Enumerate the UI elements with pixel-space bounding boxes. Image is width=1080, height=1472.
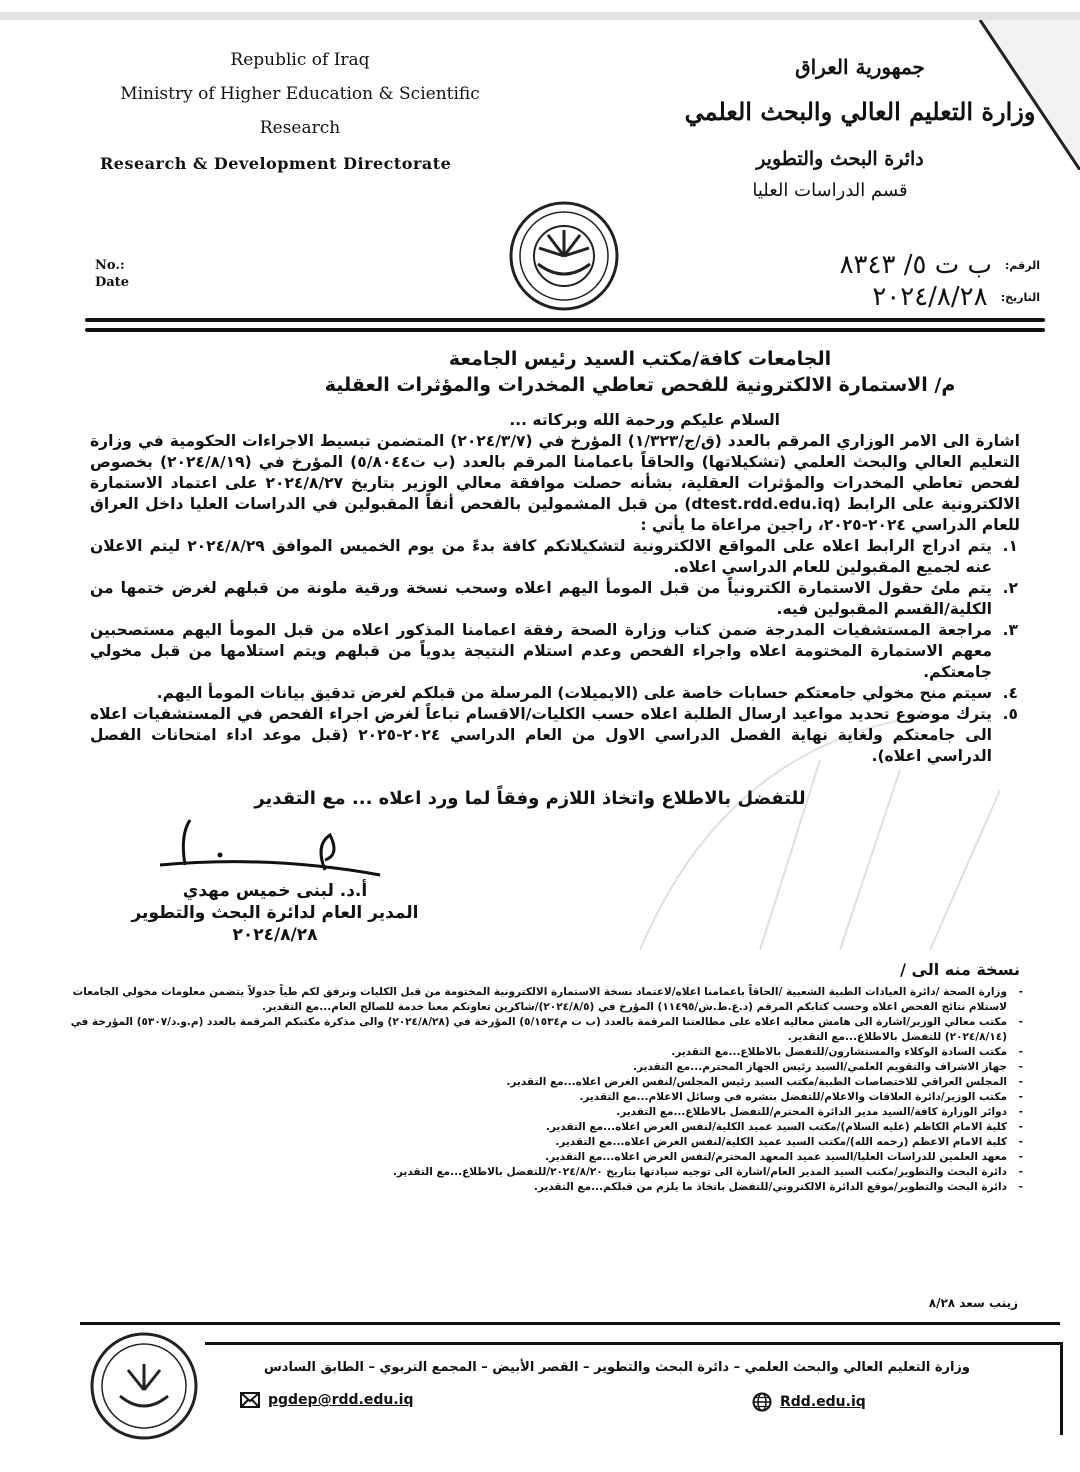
- intro-paragraph: اشارة الى الامر الوزاري المرقم بالعدد (ق/ج/١/٣٢٣) المؤرخ في (٢٠٢٤/٣/٧) المتضمن تبسيط الاجراءات الحكومية في وزارة التعليم العالي والبحث العلمي (تشكيلاتها) والحاقاً باعمامنا المرقم بالعدد (ب ت٥/٨٠٤٤) المؤرخ في (٢٠٢٤/٨/١٩) بخصوص لفحص تعاطي المخدرات والمؤثرات العقلية، بشأنه حصلت موافقة معالي الوزير بتاريخ ٢٠٢٤/٨/٢٧ على اعتماد الاستمارة الالكترونية على الرابط (dtest.rdd.edu.iq) من قبل المشمولين بالفحص أنفاً المقبولين في الدراسات العليا داخل العراق للعام الدراسي ٢٠٢٤-٢٠٢٥، راجين مراعاة ما يأتي :: [90, 432, 1020, 534]
- list-item: ١. يتم ادراج الرابط اعلاه على المواقع الالكترونية لتشكيلاتكم كافة بدءً من يوم الخميس الموافق ٢٠٢٤/٨/٢٩ ليتم الاعلان عنه لجميع المقبولين للعام الدراسي اعلاه.: [90, 537, 1018, 576]
- closing-line: للتفضل بالاطلاع واتخاذ اللازم وفقاً لما ورد اعلاه ... مع التقدير: [254, 788, 806, 809]
- footer-address: وزارة التعليم العالي والبحث العلمي – دائرة البحث والتطوير – القصر الأبيض – المجمع التربوي – الطابق السادس: [263, 1360, 970, 1375]
- directorate-name-ar: دائرة البحث والتطوير: [756, 148, 924, 170]
- cc-item: - وزارة الصحة /دائرة العيادات الطبية الشعبية /الحاقاً باعمامنا اعلاه/لاعتماد نسخة الاستمارة الالكترونية المختومة من قبل الكليات ونرفق لكم طياً جدولاً يتضمن معلومات مخولي الجامعات لاستلام نتائج الفحص اعلاه وحسب كتابكم المرقم (د.ع.ط.ش/١١٤٩٥) المؤرخ في (٢٠٢٤/٨/٥)/شاكرين تعاونكم معنا خدمة للصالح العام...مع التقدير.: [65, 985, 1007, 1015]
- english-letterhead: [100, 50, 500, 173]
- ref-label: الرقم:: [1005, 258, 1040, 272]
- list-item: ٤. سيتم منح مخولي جامعتكم حسابات خاصة على (الايميلات) المرسلة من قبلكم لغرض تدقيق بيانات المومأ اليهم.: [156, 684, 1018, 702]
- ref-value: ب ت ٥/ ٨٣٤٣: [839, 250, 992, 280]
- greeting: السلام عليكم ورحمة الله وبركاته ...: [509, 411, 780, 429]
- ministry-seal-icon: [508, 200, 620, 312]
- cc-title: نسخة منه الى /: [900, 960, 1020, 979]
- footer-website[interactable]: [752, 1392, 866, 1412]
- date-label-en: Date: [95, 275, 129, 290]
- directorate-name-en: Research & Development Directorate: [100, 154, 452, 173]
- list-item: ٢. يتم ملئ حقول الاستمارة الكترونياً من قبل المومأ اليهم اعلاه وسحب نسخة ورقية ملونة من قبلهم لغرض ختمها من الكلية/القسم المقبولين فيه.: [90, 579, 1018, 618]
- cc-item: - المجلس العراقي للاختصاصات الطبية/مكتب السيد رئيس المجلس/لنفس الغرض اعلاه...مع التقدير.: [65, 1075, 1007, 1090]
- globe-icon: [752, 1392, 772, 1412]
- cc-item: - جهاز الاشراف والتقويم العلمي/السيد رئيس الجهاز المحترم...مع التقدير.: [65, 1060, 1007, 1075]
- signature-date: ٢٠٢٤/٨/٢٨: [232, 925, 318, 945]
- website-link[interactable]: Rdd.edu.iq: [780, 1394, 866, 1410]
- arabic-letterhead: [680, 55, 1040, 207]
- email-link[interactable]: pgdep@rdd.edu.iq: [268, 1392, 414, 1408]
- no-date-labels: [95, 257, 129, 291]
- cc-item: - دائرة البحث والتطوير/مكتب السيد المدير العام/اشارة الى توجيه سيادتها بتاريخ ٢٠٢٤/٨/٢٠/للتفضل بالاطلاع...مع التقدير.: [65, 1165, 1007, 1180]
- scan-edge-strip: [0, 12, 1080, 20]
- footer-email[interactable]: [240, 1392, 413, 1408]
- cc-item: - مكتب معالي الوزير/اشارة الى هامش معاليه اعلاه على مطالعتنا المرقمة بالعدد (ب ت م٥/١٥٣٤) المؤرخة في (٢٠٢٤/٨/٢٨) والى مذكرة مكتبكم المرقمة بالعدد (م.و.د/٥٣٠٧) المؤرخة في (٢٠٢٤/٨/١٤) للتفضل بالاطلاع...مع التقدير.: [65, 1015, 1007, 1045]
- footer-rule: [80, 1322, 1060, 1325]
- ministry-name-en: Ministry of Higher Education & Scientific: [120, 84, 480, 104]
- country-name-en: Republic of Iraq: [230, 50, 370, 70]
- cc-item: - كلية الامام الكاظم (عليه السلام)/مكتب السيد عميد الكلية/لنفس الغرض اعلاه...مع التقدير.: [65, 1120, 1007, 1135]
- header-rule-bottom: [85, 328, 1045, 332]
- cc-item: - دوائر الوزارة كافة/السيد مدير الدائرة المحترم/للتفضل بالاطلاع...مع التقدير.: [65, 1105, 1007, 1120]
- footer-box: [205, 1342, 1063, 1435]
- no-label: No.:: [95, 258, 125, 273]
- cc-item: - كلية الامام الاعظم (رحمه الله)/مكتب السيد عميد الكلية/لنفس الغرض اعلاه...مع التقدير.: [65, 1135, 1007, 1150]
- subject-line: م/ الاستمارة الالكترونية للفحص تعاطي المخدرات والمؤثرات العقلية: [324, 374, 956, 396]
- cc-item: - مكتب الوزير/دائرة العلاقات والاعلام/للتفضل بنشره في وسائل الاعلام...مع التقدير.: [65, 1090, 1007, 1105]
- header-rule-top: [85, 318, 1045, 322]
- ministry-name-en-cont: Research: [259, 118, 341, 138]
- addressee: الجامعات كافة/مكتب السيد رئيس الجامعة: [448, 348, 832, 370]
- ministry-name-ar: وزارة التعليم العالي والبحث العلمي: [684, 97, 1036, 126]
- country-name-ar: جمهورية العراق: [795, 55, 925, 79]
- faded-stamp: [600, 700, 1020, 960]
- signatory-title: المدير العام لدائرة البحث والتطوير: [131, 903, 419, 923]
- signatory-name: أ.د. لبنى خميس مهدي: [182, 881, 368, 901]
- date-label-ar: التاريخ:: [1000, 290, 1040, 304]
- cc-item: - دائرة البحث والتطوير/موقع الدائرة الالكتروني/للتفضل باتخاذ ما يلزم من قبلكم...مع التقدير.: [65, 1180, 1007, 1195]
- typist-initials: زينب سعد ٨/٢٨: [928, 1296, 1018, 1310]
- reference-date-row: [872, 282, 1040, 312]
- envelope-icon: [240, 1392, 260, 1408]
- cc-item: - مكتب السادة الوكلاء والمستشارون/للتفضل بالاطلاع...مع التقدير.: [65, 1045, 1007, 1060]
- list-item: ٣. مراجعة المستشفيات المدرجة ضمن كتاب وزارة الصحة رفقة اعمامنا المذكور اعلاه من قبل المومأ اليهم مستصحبين معهم الاستمارة المختومة اعلاه واجراء الفحص وعدم استلام النتيجة يدوياً من قبلهم ويتم استلامها من قبل مخولي جامعتكم.: [90, 621, 1018, 681]
- top-margin: [0, 0, 1080, 12]
- department-name-ar: قسم الدراسات العليا: [752, 180, 908, 201]
- cc-item: - معهد العلمين للدراسات العليا/السيد عميد المعهد المحترم/لنفس الغرض اعلاه...مع التقدير.: [65, 1150, 1007, 1165]
- reference-number-row: [840, 250, 1040, 280]
- date-value-ar: ٢٠٢٤/٨/٢٨: [872, 282, 988, 312]
- footer-seal-icon: [88, 1330, 200, 1442]
- signature-block: [110, 880, 440, 946]
- cc-list: [65, 985, 1025, 1195]
- list-item: ٥. يترك موضوع تحديد مواعيد ارسال الطلبة اعلاه حسب الكليات/الاقسام تباعاً لغرض اجراء الفحص في المستشفيات اعلاه الى جامعتكم ولغاية نهاية الفصل الدراسي الاول من العام الدراسي ٢٠٢٤-٢٠٢٥ (قبل موعد اداء امتحانات الفصل الدراسي اعلاه).: [90, 705, 1018, 765]
- handwritten-signature: [150, 815, 390, 885]
